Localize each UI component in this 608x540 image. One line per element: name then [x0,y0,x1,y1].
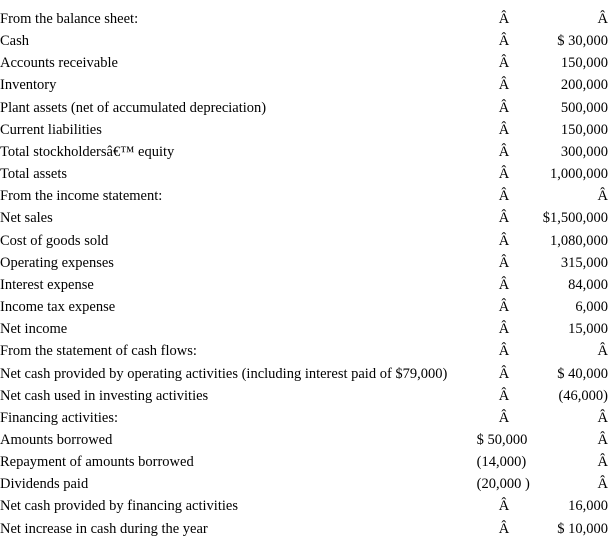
row-right-value: $ 40,000 [557,365,608,382]
row-middle-value [477,495,510,517]
row-label: Net cash used in investing activities [0,387,209,404]
middle-value-text: Â [498,520,510,537]
row-label: Operating expenses [0,254,114,271]
row-middle-value [476,429,528,451]
row-middle-value [477,74,510,96]
row-label: Interest expense [0,276,94,293]
row-right-value: $1,500,000 [542,210,608,227]
row-right-value: $ 10,000 [557,520,608,537]
row-label: Repayment of amounts borrowed [0,454,194,471]
row-right-value: 84,000 [568,276,608,293]
table-row [0,30,608,52]
row-label: Cash [0,33,29,50]
middle-value-text: Â [498,188,510,205]
row-right-value: Â [597,188,608,205]
row-right-value: Â [597,476,608,493]
row-middle-value [477,207,510,229]
table-row [0,363,608,385]
row-label: Amounts borrowed [0,431,113,448]
row-middle-value [476,473,530,495]
middle-value-text: Â [498,498,510,515]
table-row [0,74,608,96]
row-section-header-label: From the income statement: [0,188,163,205]
financial-data-table [0,8,608,540]
row-right-value: 15,000 [568,321,608,338]
row-middle-value [477,30,510,52]
table-row [0,340,608,362]
table-row [0,473,608,495]
table-row [0,185,608,207]
row-middle-value [477,274,510,296]
table-row [0,252,608,274]
row-right-value: 150,000 [560,121,608,138]
table-row [0,230,608,252]
middle-value-text: Â [498,387,510,404]
row-right-value: 150,000 [560,55,608,72]
row-label: Income tax expense [0,299,116,316]
row-middle-value [477,296,510,318]
table-row [0,318,608,340]
middle-value-text: Â [498,299,510,316]
middle-value-text: Â [498,210,510,227]
middle-value-text: Â [498,409,510,426]
row-right-value: (46,000) [558,387,608,404]
row-section-header-label: Financing activities: [0,409,118,426]
table-row [0,407,608,429]
table-row [0,296,608,318]
table-row [0,274,608,296]
row-label: Net cash provided by operating activities (including interest paid of $79,000) [0,365,448,382]
row-right-value: Â [597,11,608,27]
row-middle-value [477,407,510,429]
row-middle-value [477,318,510,340]
row-middle-value [477,8,510,30]
table-row [0,451,608,473]
row-middle-value [477,252,510,274]
row-middle-value [477,163,510,185]
row-label: Total assets [0,166,68,183]
row-middle-value [477,385,510,407]
middle-value-text: Â [498,55,510,72]
row-middle-value [477,518,510,540]
row-right-value: 6,000 [575,299,608,316]
row-right-value: 1,000,000 [550,166,608,183]
row-middle-value [477,119,510,141]
middle-value-text: Â [498,77,510,94]
row-label: Current liabilities [0,121,102,138]
table-row [0,141,608,163]
row-right-value: 200,000 [560,77,608,94]
row-middle-value [477,185,510,207]
middle-value-text: Â [498,276,510,293]
table-row [0,518,608,540]
row-right-value: 1,080,000 [550,232,608,249]
row-right-value: Â [597,343,608,360]
row-label: Cost of goods sold [0,232,109,249]
row-middle-value [477,141,510,163]
row-label: Net sales [0,210,53,227]
row-middle-value [476,451,527,473]
row-middle-value [477,52,510,74]
middle-value-text: (14,000) [476,454,527,471]
row-middle-value [477,230,510,252]
middle-value-text: Â [498,121,510,138]
middle-value-text: Â [498,365,510,382]
row-middle-value [477,363,510,385]
row-right-value: 300,000 [560,143,608,160]
middle-value-text: Â [498,254,510,271]
middle-value-text: $ 50,000 [476,431,528,448]
table-row [0,207,608,229]
row-label: Accounts receivable [0,55,118,72]
middle-value-text: Â [498,143,510,160]
row-label: Inventory [0,77,57,94]
row-label: Net cash provided by financing activities [0,498,238,515]
row-right-value: Â [597,431,608,448]
middle-value-text: Â [498,11,510,27]
middle-value-text: Â [498,343,510,360]
table-row [0,119,608,141]
table-row [0,495,608,517]
middle-value-text: Â [498,33,510,50]
middle-value-text: Â [498,232,510,249]
table-row [0,429,608,451]
row-label: Dividends paid [0,476,89,493]
middle-value-text: (20,000 ) [476,476,530,493]
row-right-value: $ 30,000 [557,33,608,50]
row-right-value: Â [597,409,608,426]
row-label: Plant assets (net of accumulated depreciation) [0,99,267,116]
middle-value-text: Â [498,166,510,183]
financial-table-body [0,8,608,540]
row-right-value: 500,000 [560,99,608,116]
middle-value-text: Â [498,321,510,338]
row-section-header-label: From the balance sheet: [0,11,139,27]
row-middle-value [477,97,510,119]
table-row [0,385,608,407]
table-row [0,8,608,30]
row-label: Net increase in cash during the year [0,520,208,537]
row-right-value: Â [597,454,608,471]
row-right-value: 315,000 [560,254,608,271]
middle-value-text: Â [498,99,510,116]
row-label: Net income [0,321,68,338]
row-middle-value [477,340,510,362]
table-row [0,97,608,119]
row-label: Total stockholdersâ€™ equity [0,143,175,160]
table-row [0,52,608,74]
top-spacer [0,0,608,8]
row-right-value: 16,000 [568,498,608,515]
row-section-header-label: From the statement of cash flows: [0,343,197,360]
table-row [0,163,608,185]
